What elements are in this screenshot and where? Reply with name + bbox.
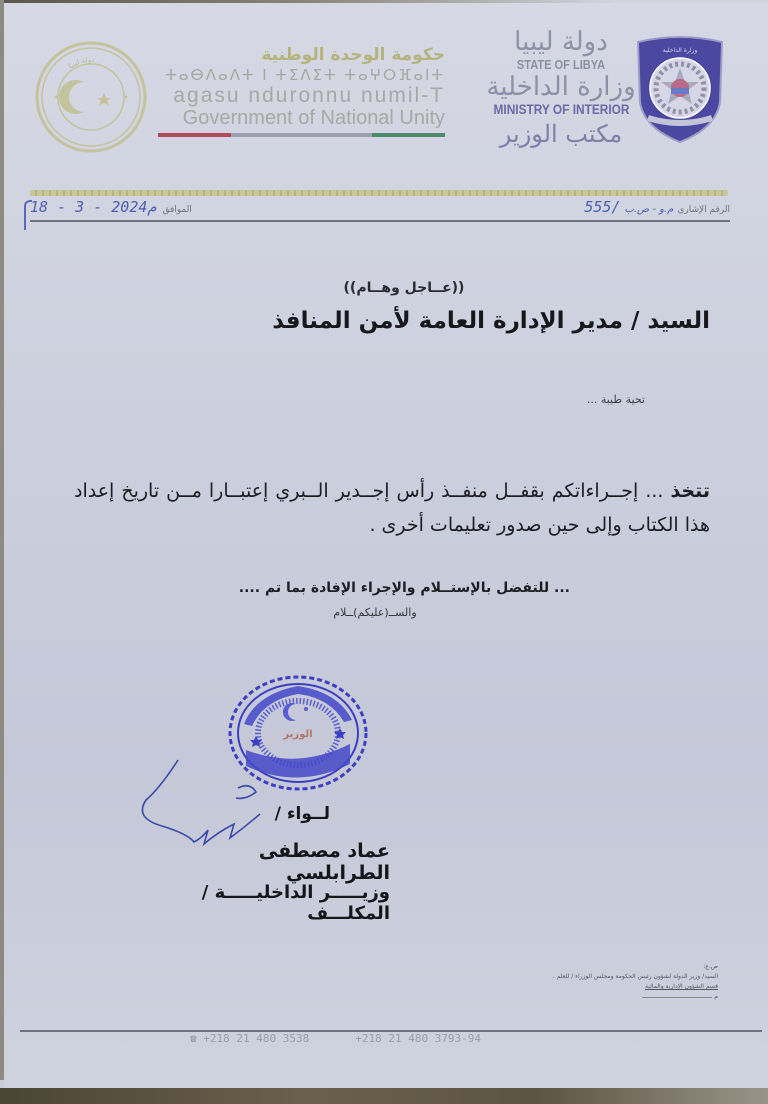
svg-text:وزارة الداخلية: وزارة الداخلية (662, 47, 698, 54)
gnu-name-amazigh: agasu nduronnu numil-T (173, 84, 445, 107)
flag-black (231, 133, 372, 137)
cc-file-label: م (714, 993, 718, 1000)
header-ornament-divider (30, 190, 728, 196)
signatory-title: وزيـــــر الداخليـــــة / المكلـــف (201, 882, 390, 924)
gnu-name-tifinagh: ⵜⴰⴱⴷⴰⴷⵜ ⵏ ⵜⵉⴷⵉⵜ ⵜⴰⵖⵔⴼⴰⵏⵜ (165, 66, 445, 84)
closing-line: ... للتفضل بالإستــلام والإجراء الإفادة بما تم .... (238, 580, 570, 596)
urgency-label: ((عــاجل وهــام)) (343, 280, 465, 296)
flag-red (158, 133, 231, 137)
body-lead-word: تتخذ (670, 480, 711, 502)
footer-contacts (190, 1032, 481, 1045)
date-value: 18 - 3 - 2024م (30, 198, 157, 216)
date-field (30, 198, 192, 216)
photo-background-bottom (0, 1088, 768, 1104)
state-name-arabic: دولة ليبيا (514, 27, 608, 57)
reference-number: 555/ (584, 198, 621, 216)
letter-page (4, 3, 768, 1088)
reference-code: م.و - ص.ب (624, 204, 674, 215)
state-name-english: STATE OF LIBYA (516, 57, 606, 72)
reference-row (30, 198, 730, 220)
flag-green (372, 133, 445, 137)
footer-phone: ☎ +218 21 480 3538 (190, 1032, 310, 1045)
reference-divider (30, 220, 730, 222)
gnu-letterhead (155, 45, 445, 137)
gnu-emblem-icon (34, 40, 148, 154)
ministry-name-arabic: وزارة الداخلية (486, 72, 636, 102)
ministry-letterhead (486, 26, 636, 151)
salutation: والســ(عليكم)ــلام (333, 606, 417, 619)
office-name-arabic: مكتب الوزير (499, 120, 623, 148)
gnu-name-arabic: حكومة الوحدة الوطنية (261, 45, 445, 65)
cc-block (470, 962, 718, 1002)
signatory-name: عماد مصطفى الطرابلسي (258, 840, 390, 884)
greeting: تحية طيبة ... (586, 393, 645, 406)
reference-label: الرقم الإشاري (677, 205, 730, 215)
body-paragraph: ... إجــراءاتكم بقفــل منفــذ رأس إجــدير الــبري إعتبــارا مــن تاريخ إعداد هذا الكتاب وإلى حين صدور تعليمات أخرى . (74, 480, 710, 536)
signatory-rank: لــواء / (274, 804, 330, 824)
libya-flag-bar (158, 133, 445, 137)
svg-text:الوزير: الوزير (283, 729, 313, 740)
reference-number-field (584, 198, 730, 216)
footer-fax: +218 21 480 3793-94 (355, 1032, 482, 1045)
letter-body (74, 474, 710, 542)
ministry-name-english: MINISTRY OF INTERIOR (493, 102, 630, 117)
addressee: السيد / مدير الإدارة العامة لأمن المنافذ (272, 308, 710, 334)
ministry-shield-icon (632, 32, 728, 144)
cc-file-line (642, 997, 712, 998)
cc-item: قسم الشؤون الإدارية والمالية (645, 983, 718, 990)
date-label: الموافق (162, 205, 192, 215)
cc-item: السيد/ وزير الدولة لشؤون رئيس الحكومة ومجلس الوزراء / للعلم . (552, 973, 718, 980)
cc-heading: ص.ع: (703, 963, 718, 970)
svg-text:دولة ليبيا: دولة ليبيا (67, 55, 95, 71)
gnu-name-english: Government of National Unity (182, 107, 445, 129)
